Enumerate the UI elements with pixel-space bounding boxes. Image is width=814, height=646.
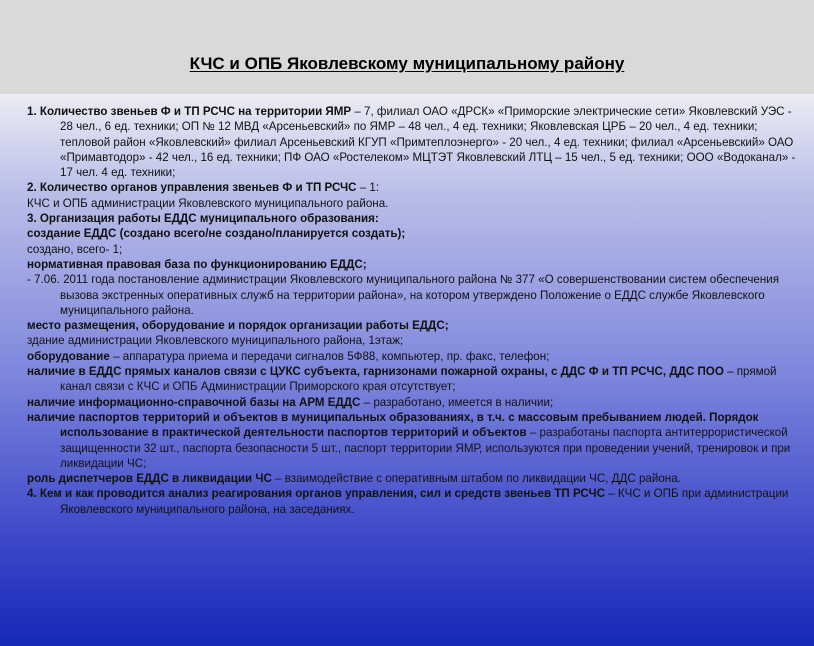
paragraph-text: здание администрации Яковлевского муниципального района, 1этаж; — [27, 334, 404, 348]
content-paragraph — [27, 226, 797, 241]
content-paragraph — [27, 257, 797, 272]
paragraph-text: – 7, филиал ОАО «ДРСК» «Приморские электрические сети» Яковлевский УЭС - 28 чел., 6 ед. техники; ОП № 12 МВД «Арсеньевский» по ЯМР – 48 чел., 4 ед. техники; Яковлевская ЦРБ – 20 чел., 4 ед. техники; тепловой район «Яковлевский» филиал Арсеньевский КГУП «Примтеплоэнерго» - 20 чел., 4 ед. техники; филиал «Арсеньевский» ОАО «Примавтодор» - 42 чел., 16 ед. техники; ПФ ОАО «Ростелеком» МЦТЭТ Яковлевский ЛТЦ – 15 чел., 5 ед. техники; ООО «Водоканал» - 17 чел. 4 ед. техники; — [60, 105, 796, 180]
content-paragraph — [27, 272, 797, 318]
paragraph-text: создано, всего- 1; — [27, 242, 123, 256]
content-text — [27, 104, 797, 517]
content-paragraph — [27, 196, 797, 211]
paragraph-text: – аппаратура приема и передачи сигналов 5Ф88, компьютер, пр. факс, телефон; — [109, 349, 550, 363]
paragraph-heading: наличие информационно-справочной базы на АРМ ЕДДС — [27, 395, 361, 409]
paragraph-text: – прямой канал связи с КЧС и ОПБ Администрации Приморского края отсутствует; — [60, 365, 777, 394]
content-paragraph — [27, 318, 797, 333]
content-paragraph — [27, 471, 797, 486]
content-paragraph — [27, 364, 797, 395]
content-paragraph — [27, 333, 797, 348]
content-paragraph — [27, 211, 797, 226]
paragraph-heading: 2. Количество органов управления звеньев Ф и ТП РСЧС — [27, 181, 357, 195]
paragraph-text: – взаимодействие с оперативным штабом по ликвидации ЧС, ДДС района. — [271, 472, 681, 486]
paragraph-text: - 7.06. 2011 года постановление администрации Яковлевского муниципального района № 377 «О совершенствовании систем обеспечения вызова экстренных оперативных служб на территории района», на котором утверждено Положение о ЕДДС службе Яковлевского муниципального района. — [27, 273, 779, 317]
paragraph-text: – 1: — [356, 181, 380, 195]
paragraph-heading: 3. Организация работы ЕДДС муниципального образования: — [27, 212, 379, 226]
paragraph-heading: создание ЕДДС (создано всего/не создано/планируется создать); — [27, 227, 406, 241]
paragraph-heading: 1. Количество звеньев Ф и ТП РСЧС на территории ЯМР — [27, 105, 352, 118]
content-paragraph — [27, 395, 797, 410]
page-title: КЧС и ОПБ Яковлевскому муниципальному району — [189, 54, 625, 73]
paragraph-heading: нормативная правовая база по функционированию ЕДДС; — [27, 257, 367, 271]
paragraph-text: – КЧС и ОПБ при администрации Яковлевского муниципального района, на заседаниях. — [60, 487, 789, 516]
content-paragraph — [27, 410, 797, 471]
paragraph-text: КЧС и ОПБ администрации Яковлевского муниципального района. — [27, 196, 389, 210]
content-paragraph — [27, 104, 797, 180]
content-paragraph — [27, 486, 797, 517]
paragraph-heading: оборудование — [27, 349, 110, 363]
paragraph-text: – разработаны паспорта антитеррористической защищенности 32 шт., паспорта безопасности 5 шт., паспорт территории ЯМР, используются при проведении учений, тренировок и при ликвидации ЧС; — [60, 426, 791, 470]
paragraph-heading: место размещения, оборудование и порядок организации работы ЕДДС; — [27, 319, 449, 333]
content-paragraph — [27, 180, 797, 195]
content-paragraph — [27, 242, 797, 257]
paragraph-heading: 4. Кем и как проводится анализ реагирования органов управления, сил и средств звеньев ТП РСЧС — [27, 487, 605, 501]
paragraph-heading: роль диспетчеров ЕДДС в ликвидации ЧС — [27, 472, 272, 486]
title-band — [0, 0, 814, 94]
paragraph-heading: наличие паспортов территорий и объектов в муниципальных образованиях, в т.ч. с массовым пребыванием людей. Порядок использование в практической деятельности паспортов территорий и объектов — [27, 410, 759, 440]
content-paragraph — [27, 349, 797, 364]
paragraph-text: – разработано, имеется в наличии; — [360, 395, 554, 409]
paragraph-heading: наличие в ЕДДС прямых каналов связи с ЦУКС субъекта, гарнизонами пожарной охраны, с ДДС Ф и ТП РСЧС, ДДС ПОО — [27, 365, 724, 379]
